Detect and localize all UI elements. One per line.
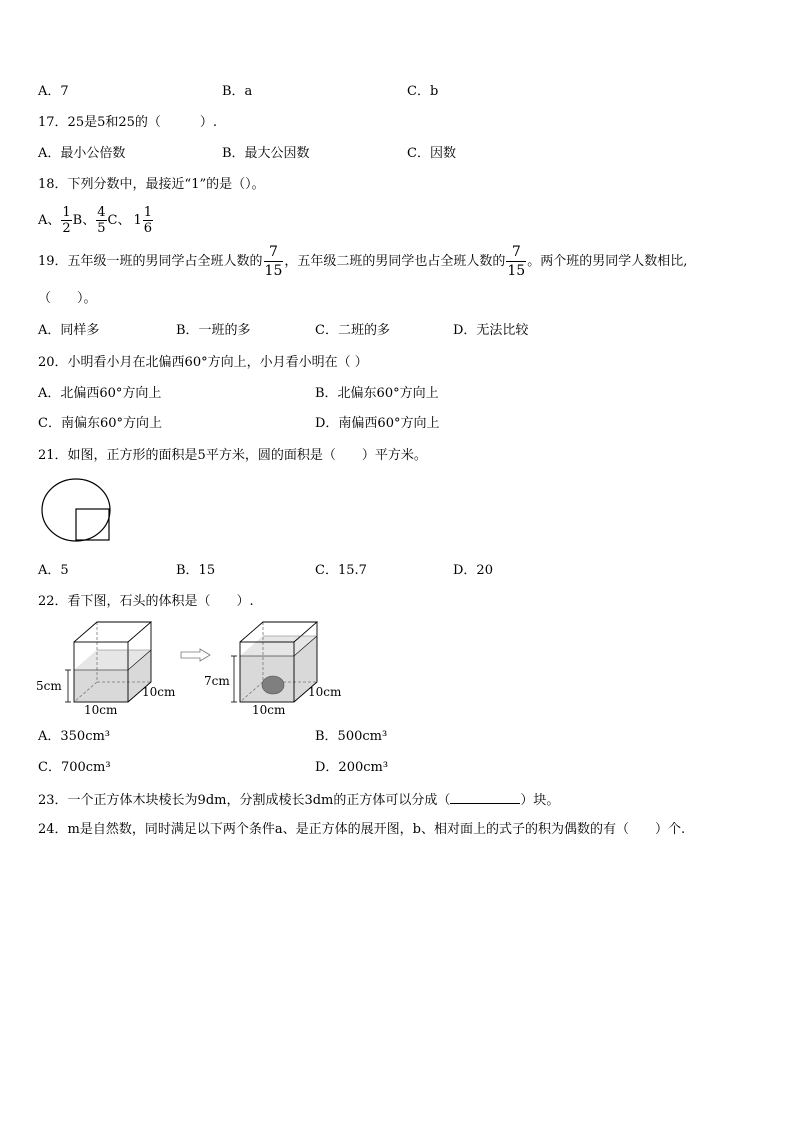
q21-option-b[interactable]: B．15 [176,563,216,578]
q16-option-b[interactable]: B．a [222,84,253,99]
q18-fraction-b[interactable]: $\frac{4}{5}$ [97,205,106,236]
q18-whole-c: 1 [133,213,142,228]
q23-stem-part1: 23．一个正方体木块棱长为9dm，分割成棱长3dm的正方体可以分成（ [38,793,451,808]
q21-option-c[interactable]: C．15.7 [315,563,367,578]
right-width-label: 10cm [252,703,286,717]
q18-fraction-c[interactable]: $\frac{1}{6}$ [143,205,153,236]
left-height-label: 5cm [36,679,62,693]
q19-stem-part2: ，五年级二班的男同学也占全班人数的 [284,254,506,269]
right-height-label: 7cm [204,674,230,688]
left-depth-label: 10cm [142,685,176,699]
q19-fraction-1: $\frac{7}{15}$ [264,244,283,279]
q22-option-b[interactable]: B．500cm³ [315,729,388,744]
q23-answer-blank[interactable] [450,791,520,804]
q18-option-a-label: A、 [38,213,61,228]
q22-option-a[interactable]: A．350cm³ [38,729,111,744]
right-depth-label: 10cm [308,685,342,699]
q18-option-c-label: C、 [107,213,131,228]
q16-option-c[interactable]: C．b [407,84,439,99]
q17-stem: 17．25是5和25的（ ）. [38,115,218,130]
left-width-label: 10cm [84,703,118,717]
q17-option-c[interactable]: C．因数 [407,146,456,161]
q24-stem: 24．m是自然数，同时满足以下两个条件a、是正方体的展开图，b、相对面上的式子的积为偶数的有（ ）个. [38,822,686,837]
q19-stem-part1: 19．五年级一班的男同学占全班人数的 [38,254,263,269]
q18-options [38,202,154,240]
q19-stem-line2: （ ）。 [38,291,97,306]
q20-option-c[interactable]: C．南偏东60°方向上 [38,416,162,431]
q18-stem: 18．下列分数中，最接近“1”的是（）。 [38,177,265,192]
q20-option-d[interactable]: D．南偏西60°方向上 [315,416,440,431]
q16-option-a[interactable]: A．7 [38,84,69,99]
circle-square-figure [38,476,118,546]
q19-option-d[interactable]: D．无法比较 [453,323,529,338]
q19-option-a[interactable]: A．同样多 [38,323,100,338]
q20-option-a[interactable]: A．北偏西60°方向上 [38,386,162,401]
square-shape [76,509,109,540]
q19-option-b[interactable]: B．一班的多 [176,323,251,338]
container-after-figure [200,618,360,718]
q23-stem [38,791,559,809]
q20-option-b[interactable]: B．北偏东60°方向上 [315,386,439,401]
q17-option-a[interactable]: A．最小公倍数 [38,146,126,161]
container-before-figure [34,618,194,718]
q19-option-c[interactable]: C．二班的多 [315,323,390,338]
q19-stem-part3: 。两个班的男同学人数相比, [527,254,688,269]
q20-stem: 20．小明看小月在北偏西60°方向上，小月看小明在（ ） [38,355,368,370]
q17-option-b[interactable]: B．最大公因数 [222,146,310,161]
q21-option-a[interactable]: A．5 [38,563,69,578]
q19-fraction-2: $\frac{7}{15}$ [507,244,526,279]
stone-shape [262,676,284,694]
q19-stem [38,242,687,282]
q22-option-d[interactable]: D．200cm³ [315,760,389,775]
q18-fraction-a[interactable]: $\frac{1}{2}$ [62,205,71,236]
q23-stem-part2: ）块。 [520,793,560,808]
q21-stem: 21．如图，正方形的面积是5平方米，圆的面积是（ ）平方米。 [38,448,427,463]
q22-stem: 22．看下图，石头的体积是（ ）. [38,594,254,609]
q22-option-c[interactable]: C．700cm³ [38,760,111,775]
q21-option-d[interactable]: D．20 [453,563,493,578]
q18-option-b-label: B、 [72,213,96,228]
